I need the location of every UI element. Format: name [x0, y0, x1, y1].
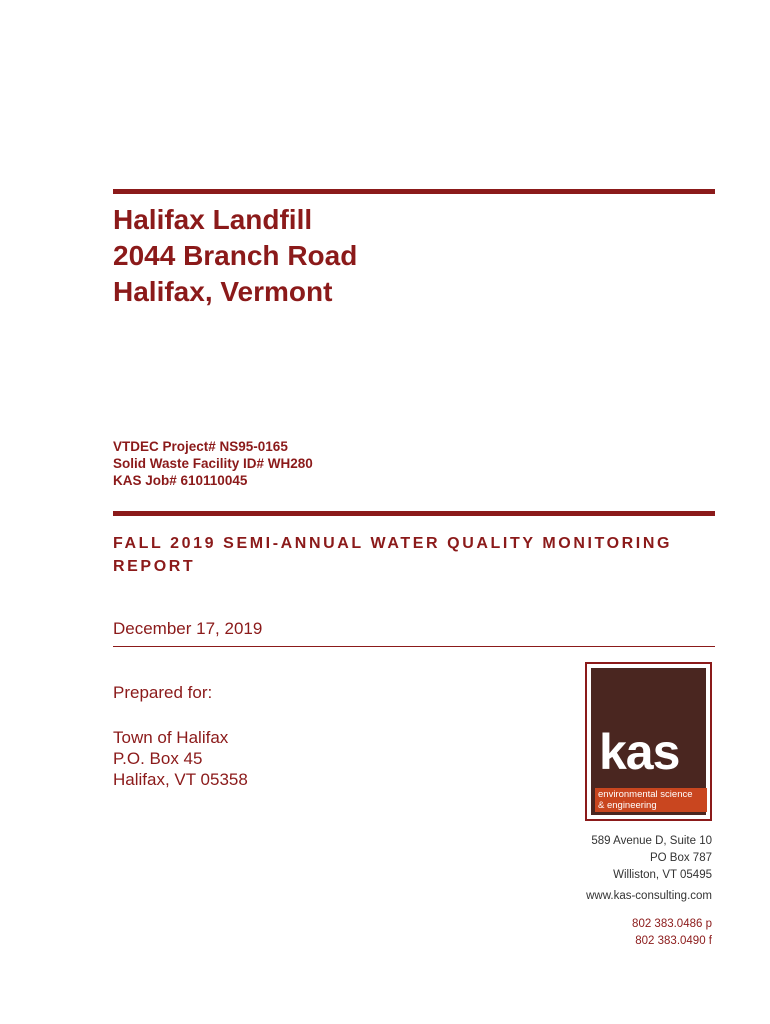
project-identifiers [113, 438, 313, 489]
client-city: Halifax, VT 05358 [113, 770, 248, 789]
project-number: VTDEC Project# NS95-0165 [113, 439, 288, 454]
company-address-line-1: 589 Avenue D, Suite 10 [591, 835, 712, 847]
logo-wordmark: kas [599, 724, 680, 780]
middle-rule [113, 511, 715, 516]
client-name: Town of Halifax [113, 728, 229, 747]
report-date: December 17, 2019 [113, 619, 263, 638]
title-line-3: Halifax, Vermont [113, 276, 333, 307]
date-rule [113, 646, 715, 647]
prepared-for-label: Prepared for: [113, 683, 213, 702]
company-phones [632, 916, 712, 950]
top-rule [113, 189, 715, 194]
logo-panel [591, 668, 706, 815]
logo-tagline-1: environmental science [598, 789, 693, 800]
company-address-line-2: PO Box 787 [649, 852, 712, 864]
title-line-1: Halifax Landfill [113, 204, 313, 235]
company-address-line-3: Williston, VT 05495 [613, 869, 712, 881]
title-line-2: 2044 Branch Road [113, 240, 358, 271]
job-number: KAS Job# 610110045 [113, 473, 248, 488]
client-address [113, 727, 248, 790]
company-address [591, 833, 712, 884]
kas-logo [585, 662, 712, 821]
client-po-box: P.O. Box 45 [113, 749, 203, 768]
logo-tagline-2: & engineering [598, 800, 657, 811]
company-fax: 802 383.0490 f [635, 935, 712, 947]
company-phone: 802 383.0486 p [632, 918, 712, 930]
document-title [113, 202, 357, 310]
company-website: www.kas-consulting.com [586, 890, 712, 902]
facility-id: Solid Waste Facility ID# WH280 [113, 456, 313, 471]
report-title: FALL 2019 SEMI-ANNUAL WATER QUALITY MONITORING REPORT [113, 535, 673, 575]
logo-tagline [595, 788, 707, 812]
